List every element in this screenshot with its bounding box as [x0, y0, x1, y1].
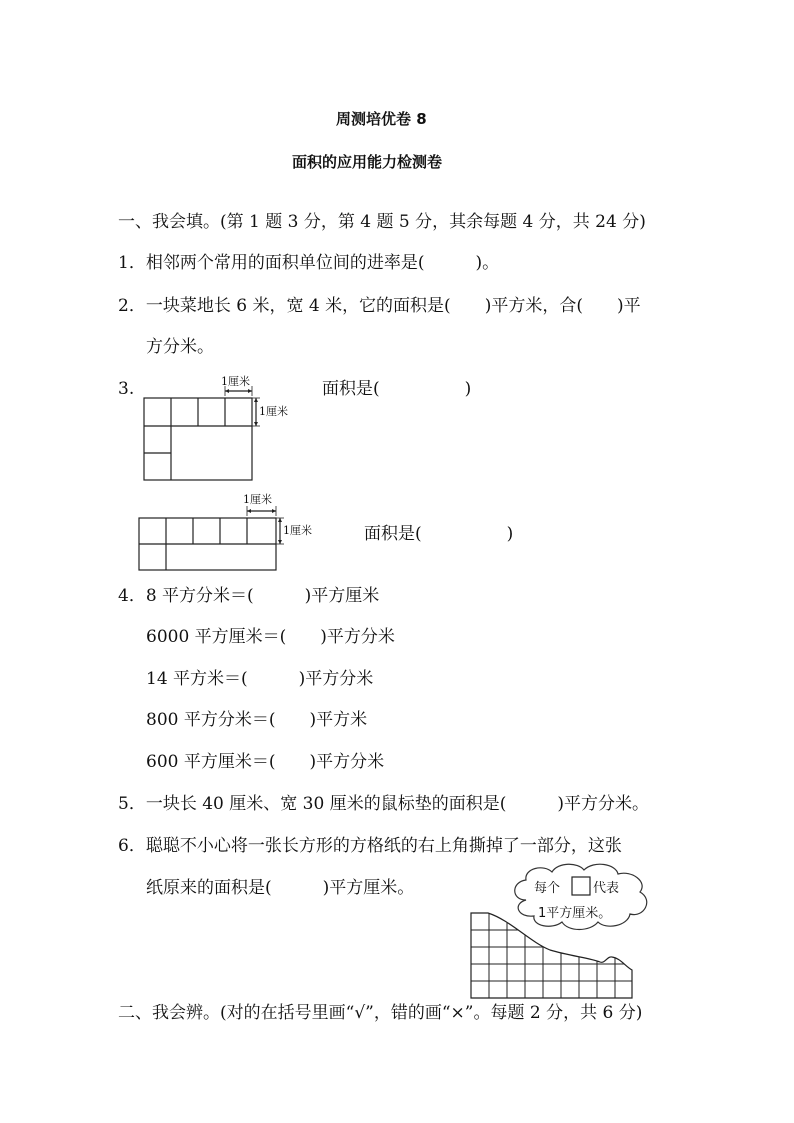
- question-5: 5．一块长 40 厘米、宽 30 厘米的鼠标垫的面积是( )平方分米。: [118, 794, 649, 814]
- section1-heading: 一、我会填。(第 1 题 3 分，第 4 题 5 分，其余每题 4 分，共 24 分): [118, 212, 646, 232]
- question-4-line5: 600 平方厘米＝( )平方分米: [146, 752, 385, 772]
- question-4-line4: 800 平方分米＝( )平方米: [146, 710, 368, 730]
- question-3b-answer: 面积是( ): [364, 524, 514, 544]
- question-1: 1．相邻两个常用的面积单位间的进率是( )。: [118, 253, 500, 273]
- cloud-text-represents: 代表: [593, 881, 620, 896]
- question-4-line3: 14 平方米＝( )平方分米: [146, 669, 374, 689]
- cloud-text-unit: 1平方厘米。: [538, 906, 612, 921]
- page-title: 周测培优卷 8: [336, 110, 427, 128]
- question-4-line1: 4．8 平方分米＝( )平方厘米: [118, 586, 380, 606]
- section2-heading: 二、我会辨。(对的在括号里画“√”，错的画“×”。每题 2 分，共 6 分): [118, 1003, 643, 1023]
- unit-label-side-b: 1厘米: [283, 524, 312, 537]
- question-3a-answer: 面积是( ): [322, 379, 472, 399]
- cloud-text-each: 每个: [534, 881, 561, 896]
- figure-3b-grid: [136, 493, 306, 576]
- figure-3a-grid: [140, 372, 300, 484]
- page-subtitle: 面积的应用能力检测卷: [292, 153, 443, 171]
- question-4-line2: 6000 平方厘米＝( )平方分米: [146, 627, 395, 647]
- unit-label-top-b: 1厘米: [243, 493, 272, 506]
- unit-label-side-a: 1厘米: [259, 405, 288, 418]
- torn-grid-paper: [470, 912, 640, 1002]
- question-6-line2: 纸原来的面积是( )平方厘米。: [146, 878, 415, 898]
- question-2-line1: 2．一块菜地长 6 米，宽 4 米，它的面积是( )平方米，合( )平: [118, 296, 641, 316]
- question-6-line1: 6．聪聪不小心将一张长方形的方格纸的右上角撕掉了一部分，这张: [118, 836, 622, 856]
- question-2-line2: 方分米。: [146, 337, 214, 357]
- question-3-number: 3.: [118, 379, 135, 399]
- unit-label-top-a: 1厘米: [221, 375, 250, 388]
